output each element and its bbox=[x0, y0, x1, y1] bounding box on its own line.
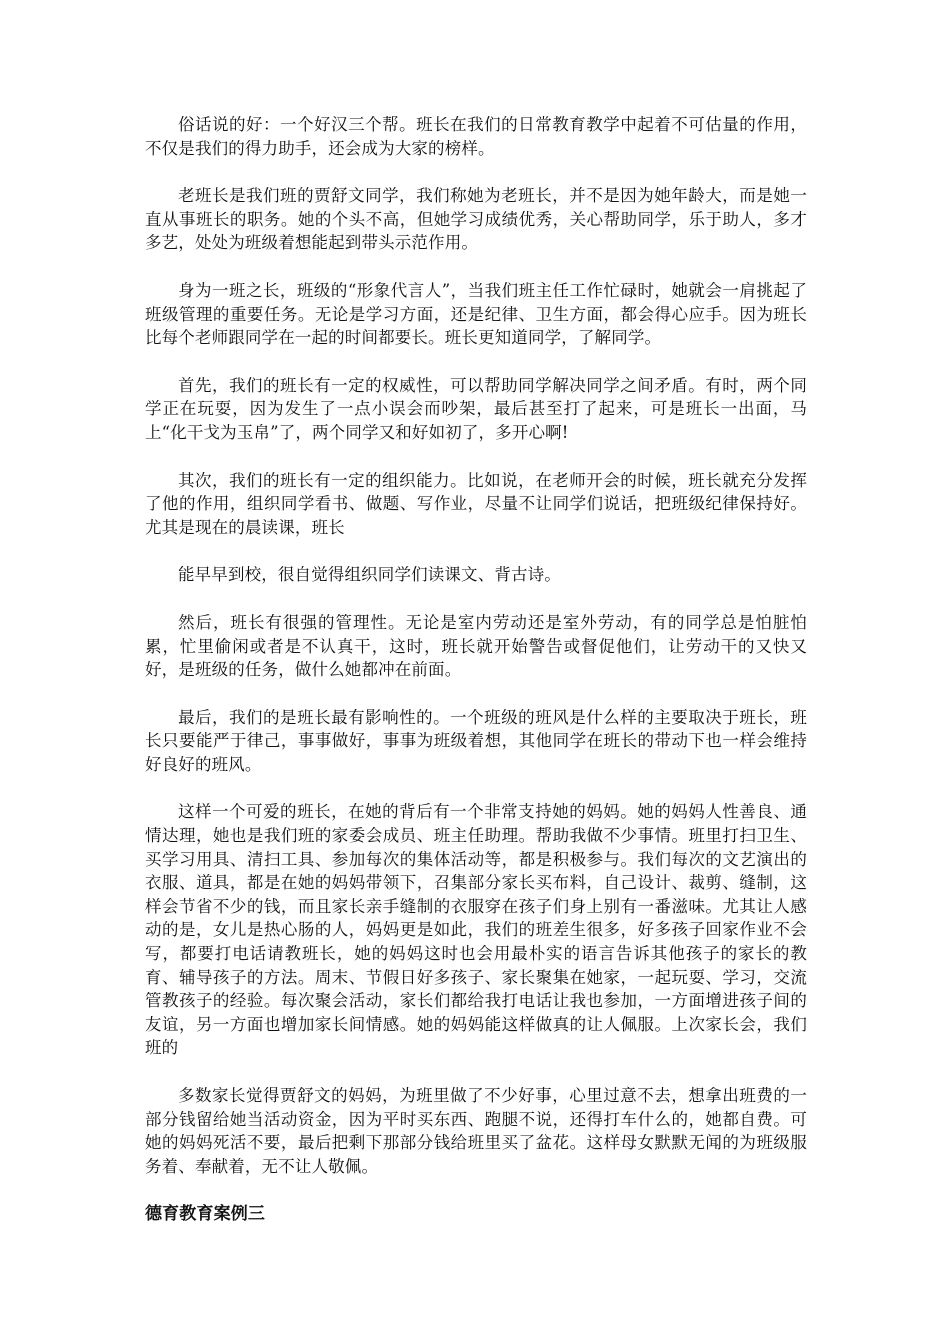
document-page bbox=[145, 113, 807, 1226]
paragraph-10: 多数家长觉得贾舒文的妈妈，为班里做了不少好事，心里过意不去，想拿出班费的一部分钱留给她当活动资金，因为平时买东西、跑腿不说，还得打车什么的，她都自费。可她的妈妈死活不要，最后把剩下那部分钱给班里买了盆花。这样母女默默无闻的为班级服务着、奉献着，无不让人敬佩。 bbox=[145, 1086, 807, 1176]
paragraph-3: 身为一班之长，班级的“形象代言人”，当我们班主任工作忙碌时，她就会一肩挑起了班级管理的重要任务。无论是学习方面，还是纪律、卫生方面，都会得心应手。因为班长比每个老师跟同学在一起的时间都要长。班长更知道同学，了解同学。 bbox=[145, 280, 807, 348]
section-heading: 德育教育案例三 bbox=[145, 1204, 266, 1225]
paragraph-6: 能早早到校，很自觉得组织同学们读课文、背古诗。 bbox=[178, 565, 561, 585]
paragraph-5: 其次，我们的班长有一定的组织能力。比如说，在老师开会的时候，班长就充分发挥了他的作用，组织同学看书、做题、写作业，尽量不让同学们说话，把班级纪律保持好。尤其是现在的晨读课，班长 bbox=[145, 470, 807, 537]
paragraph-8: 最后，我们的是班长最有影响性的。一个班级的班风是什么样的主要取决于班长，班长只要能严于律己，事事做好，事事为班级着想，其他同学在班长的带动下也一样会维持好良好的班风。 bbox=[145, 707, 807, 774]
paragraph-9: 这样一个可爱的班长，在她的背后有一个非常支持她的妈妈。她的妈妈人性善良、通情达理，她也是我们班的家委会成员、班主任助理。帮助我做不少事情。班里打扫卫生、买学习用具、清扫工具、参加每次的集体活动等，都是积极参与。我们每次的文艺演出的衣服、道具，都是在她的妈妈带领下，召集部分家长买布料，自己设计、裁剪、缝制，这样会节省不少的钱，而且家长亲手缝制的衣服穿在孩子们身上别有一番滋味。尤其让人感动的是，女儿是热心肠的人，妈妈更是如此，我们的班差生很多，好多孩子回家作业不会写，都要打电话请教班长，她的妈妈这时也会用最朴实的语言告诉其他孩子的家长的教育、辅导孩子的方法。周末、节假日好多孩子、家长聚集在她家，一起玩耍、学习，交流管教孩子的经验。每次聚会活动，家长们都给我打电话让我也参加，一方面增进孩子间的友谊，另一方面也增加家长间情感。她的妈妈能这样做真的让人佩服。上次家长会，我们班的 bbox=[145, 802, 807, 1058]
paragraph-4: 首先，我们的班长有一定的权威性，可以帮助同学解决同学之间矛盾。有时，两个同学正在玩耍，因为发生了一点小误会而吵架，最后甚至打了起来，可是班长一出面，马上“化干戈为玉帛”了，两个同学又和好如初了，多开心啊! bbox=[145, 375, 807, 442]
paragraph-7: 然后，班长有很强的管理性。无论是室内劳动还是室外劳动，有的同学总是怕脏怕累，忙里偷闲或者是不认真干，这时，班长就开始警告或督促他们，让劳动干的又快又好，是班级的任务，做什么她都冲在前面。 bbox=[145, 612, 807, 680]
paragraph-1: 俗话说的好：一个好汉三个帮。班长在我们的日常教育教学中起着不可估量的作用，不仅是我们的得力助手，还会成为大家的榜样。 bbox=[145, 115, 807, 158]
paragraph-2: 老班长是我们班的贾舒文同学，我们称她为老班长，并不是因为她年龄大，而是她一直从事班长的职务。她的个头不高，但她学习成绩优秀，关心帮助同学，乐于助人，多才多艺，处处为班级着想能起到带头示范作用。 bbox=[145, 186, 807, 253]
